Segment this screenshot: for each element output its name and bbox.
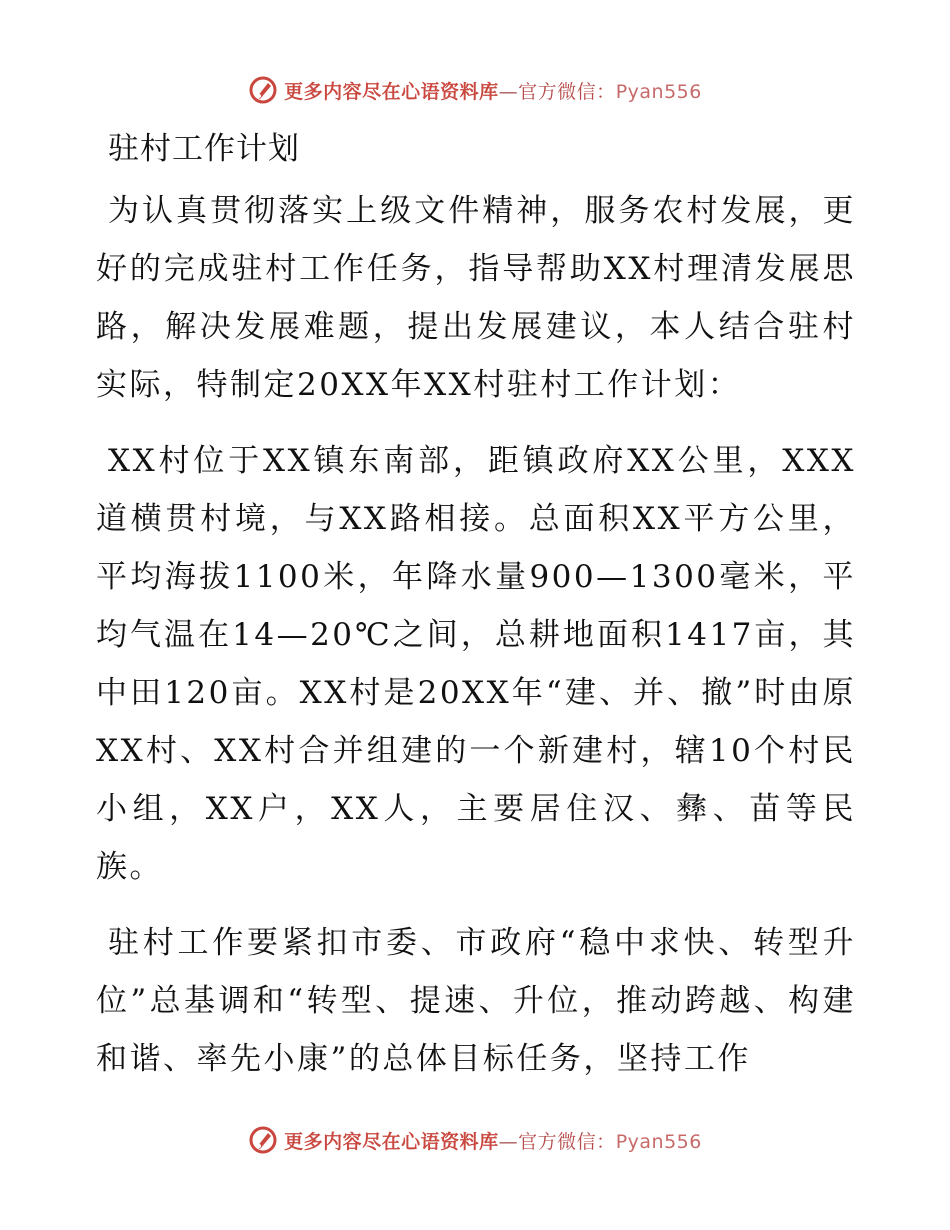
footer-watermark-banner xyxy=(0,1120,950,1160)
paragraph-intro: 为认真贯彻落实上级文件精神，服务农村发展，更好的完成驻村工作任务，指导帮助XX村理清发展思路，解决发展难题，提出发展建议，本人结合驻村实际，特制定20XX年XX村驻村工作计划： xyxy=(96,193,856,403)
header-separator: — xyxy=(498,80,519,103)
paragraph-village-overview: XX村位于XX镇东南部，距镇政府XX公里，XXX道横贯村境，与XX路相接。总面积XX平方公里，平均海拔1100米，年降水量900—1300毫米，平均气温在14—20℃之间，总耕地面积1417亩，其中田120亩。XX村是20XX年“建、并、撤”时由原XX村、XX村合并组建的一个新建村，辖10个村民小组，XX户，XX人，主要居住汉、彝、苗等民族。 xyxy=(96,443,856,885)
header-wechat-id: Pyan556 xyxy=(615,80,702,103)
header-watermark-banner xyxy=(0,70,950,110)
paragraph-work-goals: 驻村工作要紧扣市委、市政府“稳中求快、转型升位”总基调和“转型、提速、升位，推动跨越、构建和谐、率先小康”的总体目标任务，坚持工作 xyxy=(96,925,856,1077)
pen-logo-icon xyxy=(248,75,278,105)
header-wechat-label: 官方微信： xyxy=(518,80,616,103)
footer-banner-inner xyxy=(248,1125,702,1155)
header-banner-text xyxy=(284,77,702,104)
pen-logo-icon xyxy=(248,1125,278,1155)
document-body xyxy=(96,124,856,1106)
header-banner-inner xyxy=(248,75,702,105)
footer-wechat-label: 官方微信： xyxy=(518,1130,616,1153)
document-title: 驻村工作计划 xyxy=(108,131,300,167)
footer-brand-text: 更多内容尽在心语资料库 xyxy=(284,1130,499,1153)
footer-separator: — xyxy=(498,1130,519,1153)
footer-wechat-id: Pyan556 xyxy=(615,1130,702,1153)
header-brand-text: 更多内容尽在心语资料库 xyxy=(284,80,499,103)
footer-banner-text xyxy=(284,1127,702,1154)
